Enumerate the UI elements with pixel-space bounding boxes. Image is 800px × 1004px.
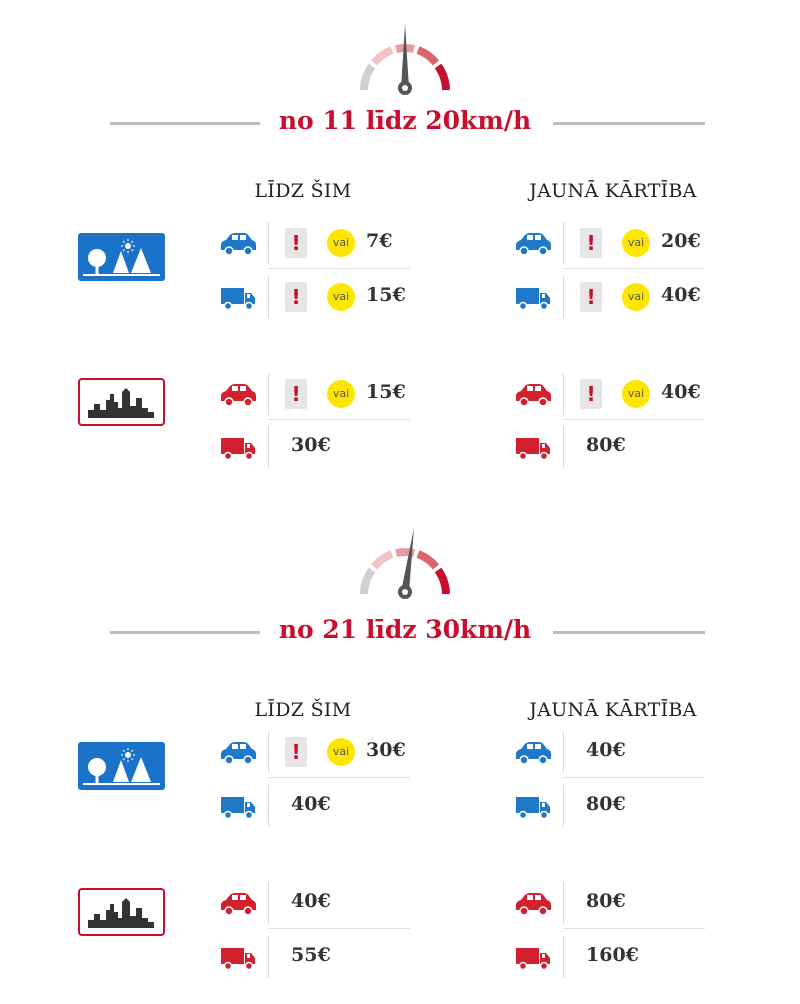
row-separator	[563, 426, 564, 468]
nature-road-sign-icon	[78, 742, 165, 790]
row-separator	[563, 785, 564, 827]
fine-row-new-outside-truck	[513, 276, 705, 322]
truck-icon	[218, 940, 258, 974]
fine-row-new-city-car	[513, 882, 705, 928]
fine-amount: 20€	[661, 230, 701, 252]
row-separator	[268, 936, 269, 978]
fine-row-new-city-truck	[513, 936, 705, 982]
fine-amount: 40€	[586, 739, 626, 761]
car-icon	[513, 226, 553, 260]
fine-row-old-outside-car	[218, 222, 410, 268]
row-divider	[268, 268, 410, 269]
fine-row-new-outside-truck	[513, 785, 705, 831]
row-divider	[563, 928, 705, 929]
fine-amount: 15€	[366, 284, 406, 306]
row-divider	[563, 777, 705, 778]
row-divider	[268, 419, 410, 420]
fine-row-old-city-truck	[218, 426, 410, 472]
fine-row-new-city-truck	[513, 426, 705, 472]
fine-amount: 7€	[366, 230, 393, 252]
fine-amount: 160€	[586, 944, 639, 966]
row-separator	[563, 276, 564, 318]
warning-notice-icon: !	[580, 379, 602, 409]
fine-row-old-city-car	[218, 373, 410, 419]
fine-row-new-city-car	[513, 373, 705, 419]
fine-amount: 40€	[291, 890, 331, 912]
row-separator	[268, 882, 269, 924]
warning-notice-icon: !	[285, 282, 307, 312]
row-separator	[268, 426, 269, 468]
car-icon	[513, 886, 553, 920]
fine-row-old-outside-car	[218, 731, 410, 777]
or-badge: vai	[327, 380, 355, 408]
fine-row-old-outside-truck	[218, 785, 410, 831]
column-header-old: LĪDZ ŠIM	[254, 180, 352, 202]
city-road-sign-icon	[78, 888, 165, 936]
or-badge: vai	[327, 229, 355, 257]
or-badge: vai	[327, 283, 355, 311]
car-icon	[513, 377, 553, 411]
truck-icon	[513, 430, 553, 464]
column-header-new: JAUNĀ KĀRTĪBA	[529, 180, 697, 202]
row-separator	[563, 882, 564, 924]
fine-row-old-outside-truck	[218, 276, 410, 322]
row-separator	[268, 731, 269, 773]
speedometer-icon	[350, 524, 460, 604]
fine-amount: 40€	[661, 284, 701, 306]
row-divider	[563, 419, 705, 420]
row-separator	[268, 276, 269, 318]
truck-icon	[513, 789, 553, 823]
or-badge: vai	[327, 738, 355, 766]
row-divider	[268, 777, 410, 778]
divider-line-right	[553, 122, 705, 125]
fine-row-new-outside-car	[513, 222, 705, 268]
car-icon	[218, 377, 258, 411]
fine-amount: 40€	[291, 793, 331, 815]
row-separator	[268, 785, 269, 827]
nature-road-sign-icon	[78, 233, 165, 281]
divider-line-right	[553, 631, 705, 634]
or-badge: vai	[622, 229, 650, 257]
row-divider	[268, 928, 410, 929]
row-divider	[563, 268, 705, 269]
or-badge: vai	[622, 380, 650, 408]
fine-row-old-city-truck	[218, 936, 410, 982]
car-icon	[218, 735, 258, 769]
fine-row-old-city-car	[218, 882, 410, 928]
car-icon	[218, 886, 258, 920]
truck-icon	[218, 430, 258, 464]
or-badge: vai	[622, 283, 650, 311]
truck-icon	[513, 280, 553, 314]
car-icon	[513, 735, 553, 769]
warning-notice-icon: !	[285, 379, 307, 409]
row-separator	[563, 936, 564, 978]
row-separator	[563, 731, 564, 773]
column-header-new: JAUNĀ KĀRTĪBA	[529, 699, 697, 721]
warning-notice-icon: !	[285, 228, 307, 258]
fine-amount: 30€	[366, 739, 406, 761]
fine-amount: 80€	[586, 890, 626, 912]
row-separator	[563, 222, 564, 264]
warning-notice-icon: !	[285, 737, 307, 767]
fine-amount: 15€	[366, 381, 406, 403]
row-separator	[268, 373, 269, 415]
speedometer-icon	[350, 20, 460, 100]
row-separator	[563, 373, 564, 415]
truck-icon	[218, 789, 258, 823]
fine-amount: 80€	[586, 434, 626, 456]
car-icon	[218, 226, 258, 260]
speed-range-title: no 21 līdz 30km/h	[278, 615, 532, 644]
speed-range-title: no 11 līdz 20km/h	[278, 106, 532, 135]
truck-icon	[218, 280, 258, 314]
warning-notice-icon: !	[580, 282, 602, 312]
row-separator	[268, 222, 269, 264]
fine-amount: 55€	[291, 944, 331, 966]
fine-amount: 40€	[661, 381, 701, 403]
fine-amount: 80€	[586, 793, 626, 815]
column-header-old: LĪDZ ŠIM	[254, 699, 352, 721]
fine-amount: 30€	[291, 434, 331, 456]
city-road-sign-icon	[78, 378, 165, 426]
truck-icon	[513, 940, 553, 974]
fine-row-new-outside-car	[513, 731, 705, 777]
warning-notice-icon: !	[580, 228, 602, 258]
